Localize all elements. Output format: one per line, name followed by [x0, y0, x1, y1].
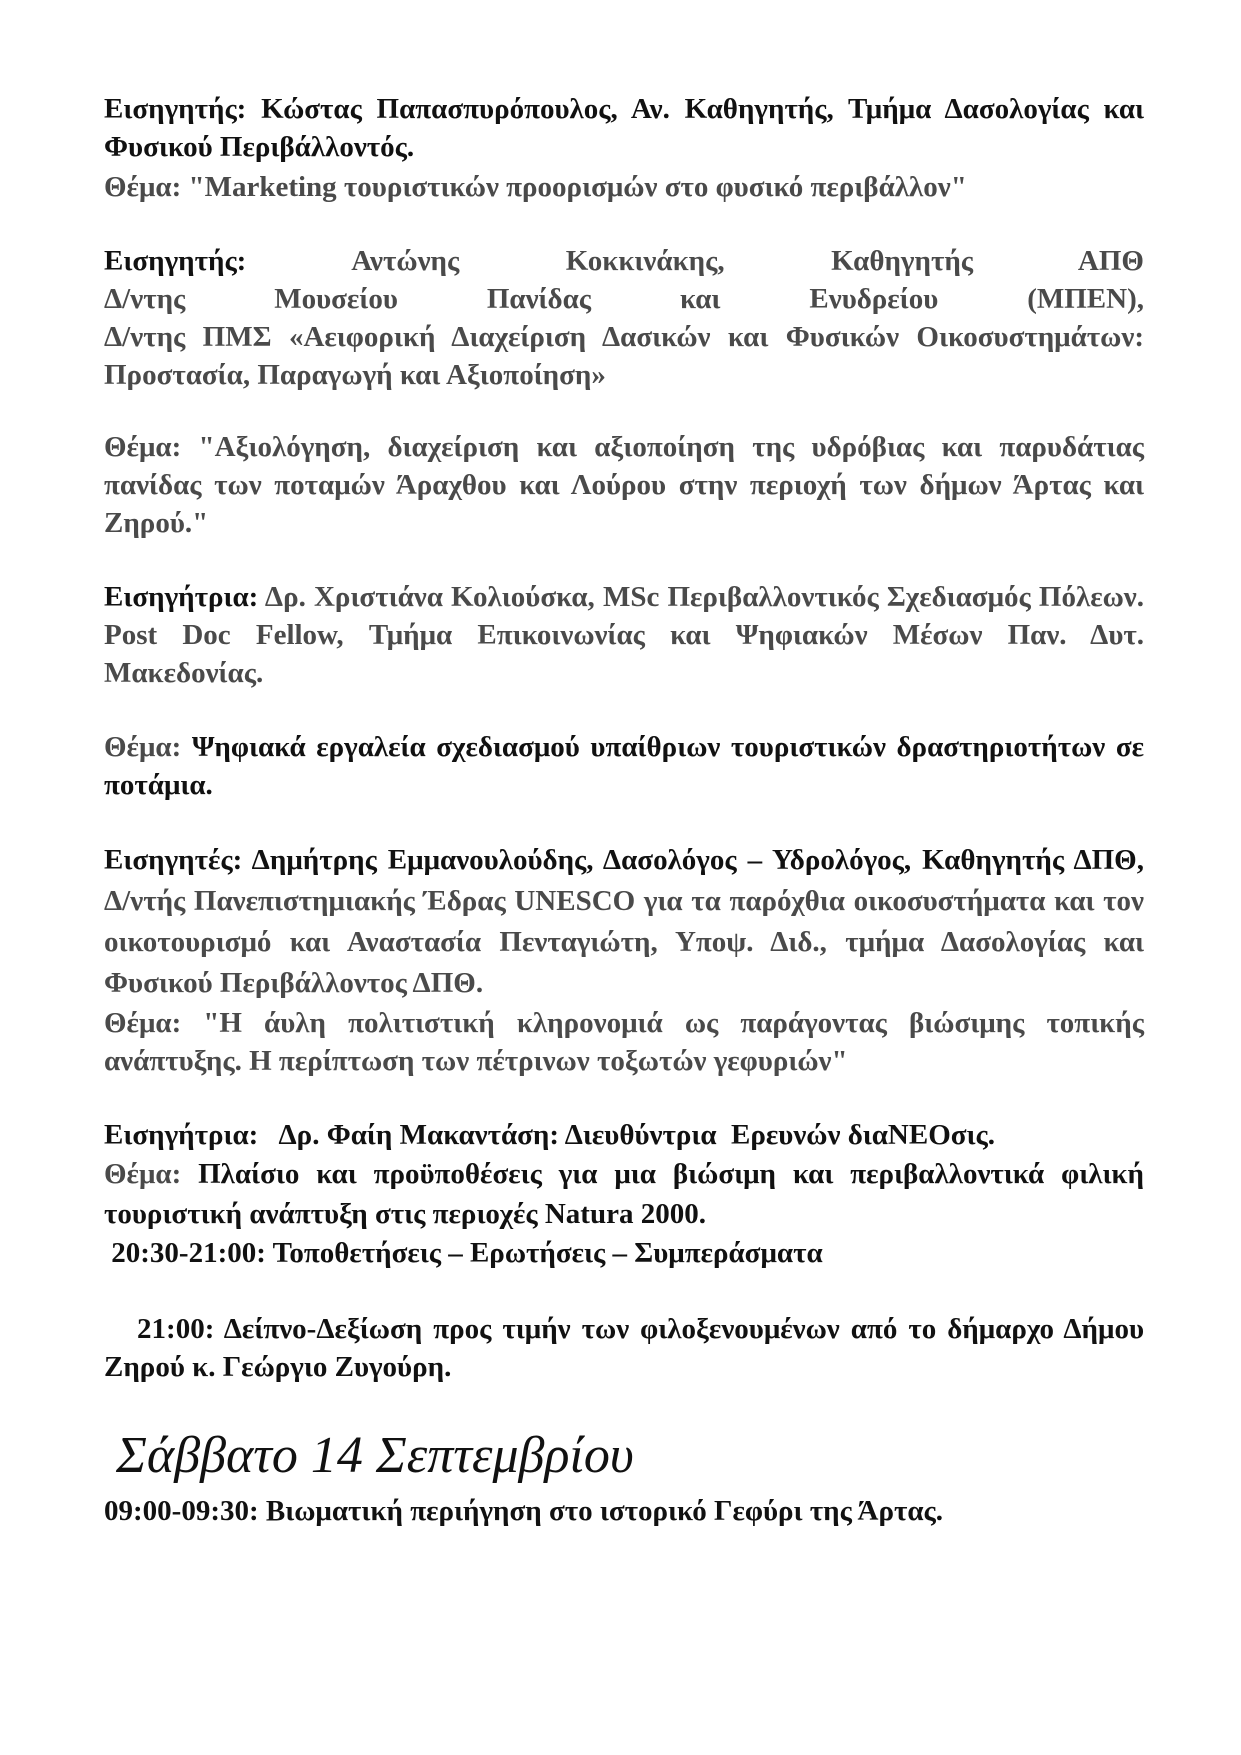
document-page	[104, 90, 1152, 1530]
discussion-time: 20:30-21:00: Τοποθετήσεις – Ερωτήσεις – Συμπεράσματα	[104, 1237, 823, 1269]
topic-label: Θέμα:	[104, 1158, 182, 1190]
speaker-block-3	[104, 578, 1144, 804]
speaker-label: Εισηγητής:	[104, 245, 247, 277]
speaker-label: Εισηγητές:	[104, 844, 243, 876]
topic-text: "Αξιολόγηση, διαχείριση και αξιοποίηση της υδρόβιας και παρυδάτιας πανίδας των ποταμών Άραχθου και Λούρου στην περιοχή των δήμων Άρτας και Ζηρού."	[104, 431, 1144, 539]
topic-text: "Η άυλη πολιτιστική κληρονομιά ως παράγοντας βιώσιμης τοπικής ανάπτυξης. Η περίπτωση των πέτρινων τοξωτών γεφυριών"	[104, 1007, 1144, 1077]
speaker-label: Εισηγητής:	[104, 93, 247, 125]
topic-line	[104, 168, 1144, 206]
topic-line	[104, 428, 1144, 542]
topic-label: Θέμα:	[104, 731, 182, 763]
speaker-line	[104, 840, 1144, 1004]
speaker-text: Αντώνης Κοκκινάκης, Καθηγητής ΑΠΘ	[246, 245, 1144, 277]
speaker-text: Δρ. Φαίη Μακαντάση: Διευθύντρια Ερευνών διαΝΕΟσις.	[258, 1119, 996, 1151]
speaker-line	[104, 578, 1144, 692]
topic-line	[104, 728, 1144, 804]
speaker-block-4	[104, 840, 1144, 1080]
topic-line	[104, 1154, 1144, 1234]
speaker-label: Εισηγήτρια:	[104, 581, 259, 613]
speaker-line	[104, 242, 1144, 280]
speaker-text: Κώστας Παπασπυρόπουλος, Αν. Καθηγητής, Τμήμα Δασολογίας και Φυσικού Περιβάλλοντός.	[104, 93, 1144, 163]
topic-text: Πλαίσιο και προϋποθέσεις για μια βιώσιμη και περιβαλλοντικά φιλική τουριστική ανάπτυξη στις περιοχές Natura 2000.	[104, 1158, 1144, 1230]
speaker-block-5	[104, 1116, 1144, 1234]
topic-line	[104, 1004, 1144, 1080]
speaker-block-2	[104, 242, 1144, 542]
speaker-line	[104, 90, 1144, 166]
saturday-tour: 09:00-09:30: Βιωματική περιήγηση στο ιστορικό Γεφύρι της Άρτας.	[104, 1495, 944, 1527]
speaker-text: Δρ. Χριστιάνα Κολιούσκα, MSc Περιβαλλοντικός Σχεδιασμός Πόλεων. Post Doc Fellow, Τμήμα Επικοινωνίας και Ψηφιακών Μέσων Παν. Δυτ. Μακεδονίας.	[104, 581, 1144, 689]
topic-label: Θέμα:	[104, 431, 182, 463]
topic-label: Θέμα:	[104, 1007, 182, 1039]
topic-text: "Marketing τουριστικών προορισμών στο φυσικό περιβάλλον"	[181, 171, 967, 203]
speaker-program: Δ/ντης ΠΜΣ «Αειφορική Διαχείριση Δασικών και Φυσικών Οικοσυστημάτων: Προστασία, Παραγωγή και Αξιοποίηση»	[104, 321, 1144, 391]
speaker-text: Δ/ντής Πανεπιστημιακής Έδρας UNESCO για τα παρόχθια οικοσυστήματα και τον οικοτουρισμό και Αναστασία Πενταγιώτη, Υποψ. Διδ., τμήμα Δασολογίας και Φυσικού Περιβάλλοντος ΔΠΘ.	[104, 885, 1144, 999]
speaker-name: Δημήτρης Εμμανουλούδης, Δασολόγος – Υδρολόγος, Καθηγητής ΔΠΘ,	[242, 844, 1144, 876]
speaker-label: Εισηγήτρια:	[104, 1119, 259, 1151]
topic-text: Ψηφιακά εργαλεία σχεδιασμού υπαίθριων τουριστικών δραστηριοτήτων σε ποτάμια.	[104, 731, 1144, 801]
speaker-affiliation: Δ/ντης Μουσείου Πανίδας και Ενυδρείου (ΜΠΕΝ),	[104, 283, 1144, 315]
speaker-line	[104, 1116, 1144, 1154]
topic-label: Θέμα:	[104, 171, 182, 203]
speaker-block-1	[104, 90, 1144, 206]
day-heading: Σάββατο 14 Σεπτεμβρίου	[116, 1427, 634, 1484]
dinner-time: 21:00: Δείπνο-Δεξίωση προς τιμήν των φιλοξενουμένων από το δήμαρχο Δήμου Ζηρού κ. Γεώργιο Ζυγούρη.	[104, 1313, 1152, 1383]
